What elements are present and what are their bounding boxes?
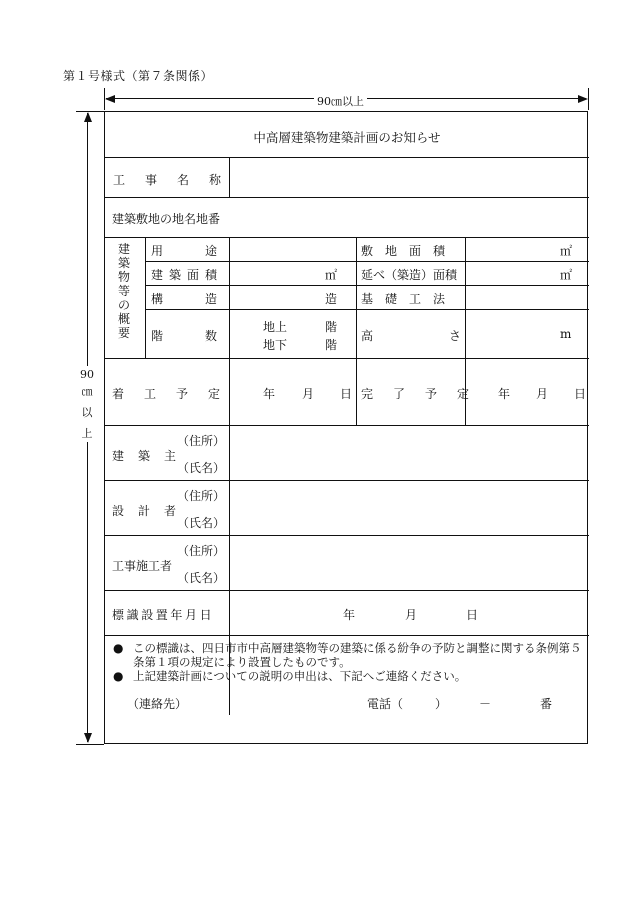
- row-rule: [105, 358, 589, 359]
- overview-char: 築: [117, 256, 130, 270]
- contractor-name-tag: （氏名）: [177, 571, 226, 585]
- note-item: [113, 669, 583, 683]
- row-rule: [105, 157, 589, 158]
- below-ground-suffix: 階: [325, 338, 338, 352]
- overview-char: 物: [117, 270, 130, 284]
- height-label-char: ㎝: [81, 385, 93, 398]
- completion-day: 日: [574, 387, 587, 401]
- phone-suffix: 番: [540, 697, 553, 711]
- structure-label: 構造: [151, 292, 260, 306]
- floor-area-label: 延べ（築造）面積: [361, 268, 458, 282]
- sign-date-year: 年: [343, 608, 356, 622]
- contact-label: （連絡先）: [127, 697, 188, 711]
- form-number-heading: 第１号様式（第７条関係）: [63, 69, 214, 83]
- building-area-label: 建築面積: [151, 268, 224, 282]
- contractor-address-tag: （住所）: [177, 544, 226, 558]
- overview-char: 概: [117, 312, 130, 326]
- width-dimension-left-arrow: [105, 95, 115, 103]
- sign-date-label: 標識設置年月日: [112, 608, 215, 622]
- owner-address-tag: （住所）: [177, 434, 226, 448]
- overview-vertical-label: [117, 242, 131, 340]
- site-area-label: 敷地面積: [361, 244, 458, 258]
- overview-char: 要: [117, 326, 130, 340]
- width-dimension-label: 90㎝以上: [314, 93, 367, 109]
- site-address-label: 建築敷地の地名地番: [112, 212, 221, 226]
- height-dimension-top-arrow: [84, 112, 92, 122]
- start-schedule-label: 着工予定: [112, 387, 241, 401]
- overview-char: 建: [117, 242, 130, 256]
- completion-year: 年: [498, 387, 511, 401]
- designer-label: 設計者: [112, 504, 191, 518]
- row-rule: [145, 285, 589, 286]
- construction-name-label: [113, 171, 242, 188]
- notice-board: [104, 111, 588, 744]
- column-rule: [145, 237, 146, 358]
- site-area-unit: ㎡: [560, 244, 573, 258]
- height-label-char: 以: [81, 406, 93, 419]
- above-ground-suffix: 階: [325, 320, 338, 334]
- bullet-icon: ●: [113, 669, 124, 683]
- column-rule: [356, 237, 357, 425]
- floors-label: 階数: [151, 329, 260, 343]
- phone-label: 電話（: [367, 697, 404, 711]
- height-label-char: 上: [81, 427, 93, 440]
- row-rule: [145, 261, 589, 262]
- bullet-icon: ●: [113, 641, 124, 655]
- overview-char: 等: [117, 284, 130, 298]
- floor-area-unit: ㎡: [560, 268, 573, 282]
- note-text: この標識は、四日市市中高層建築物等の建築に係る紛争の予防と調整に関する条例第５条第１項の規定により設置したものです。: [133, 641, 582, 669]
- row-rule: [105, 197, 589, 198]
- note-text: 上記建築計画についての説明の申出は、下記へご連絡ください。: [133, 669, 467, 683]
- completion-schedule-label: 完了予定: [361, 387, 490, 401]
- building-area-unit: ㎡: [325, 268, 338, 282]
- construction-name-text: 工事名称: [113, 173, 242, 187]
- owner-name-tag: （氏名）: [177, 461, 226, 475]
- height-dimension-bottom-arrow: [84, 733, 92, 743]
- designer-name-tag: （氏名）: [177, 516, 226, 530]
- height-unit: m: [560, 327, 572, 341]
- board-title: 中高層建築物建築計画のお知らせ: [253, 130, 441, 145]
- height-label-char: 90: [80, 368, 94, 381]
- above-ground-label: 地上: [263, 320, 288, 334]
- phone-dash: －: [479, 697, 492, 711]
- row-rule: [105, 590, 589, 591]
- use-label: 用途: [151, 244, 260, 258]
- overview-char: の: [117, 298, 130, 312]
- notes-list: [113, 641, 583, 683]
- phone-close-paren: ）: [435, 697, 448, 711]
- notes-section: [105, 635, 589, 743]
- sign-date-day: 日: [466, 608, 479, 622]
- owner-label: 建築主: [112, 449, 191, 463]
- contractor-label: 工事施工者: [112, 559, 173, 573]
- note-item: [113, 641, 583, 669]
- row-rule: [105, 237, 589, 238]
- completion-month: 月: [536, 387, 549, 401]
- designer-address-tag: （住所）: [177, 489, 226, 503]
- row-rule: [105, 425, 589, 426]
- start-month: 月: [302, 387, 315, 401]
- height-dimension-bottom-tick: [76, 744, 104, 745]
- below-ground-label: 地下: [263, 338, 288, 352]
- row-rule: [105, 535, 589, 536]
- start-day: 日: [340, 387, 353, 401]
- row-rule: [145, 309, 589, 310]
- foundation-label: 基礎工法: [361, 292, 458, 306]
- row-rule: [105, 480, 589, 481]
- start-year: 年: [263, 387, 276, 401]
- height-label: 高さ: [361, 329, 538, 343]
- structure-suffix: 造: [325, 292, 338, 306]
- sign-date-month: 月: [405, 608, 418, 622]
- width-dimension-right-arrow: [578, 95, 588, 103]
- width-dimension-right-tick: [588, 88, 589, 110]
- height-dimension-label: [77, 366, 97, 442]
